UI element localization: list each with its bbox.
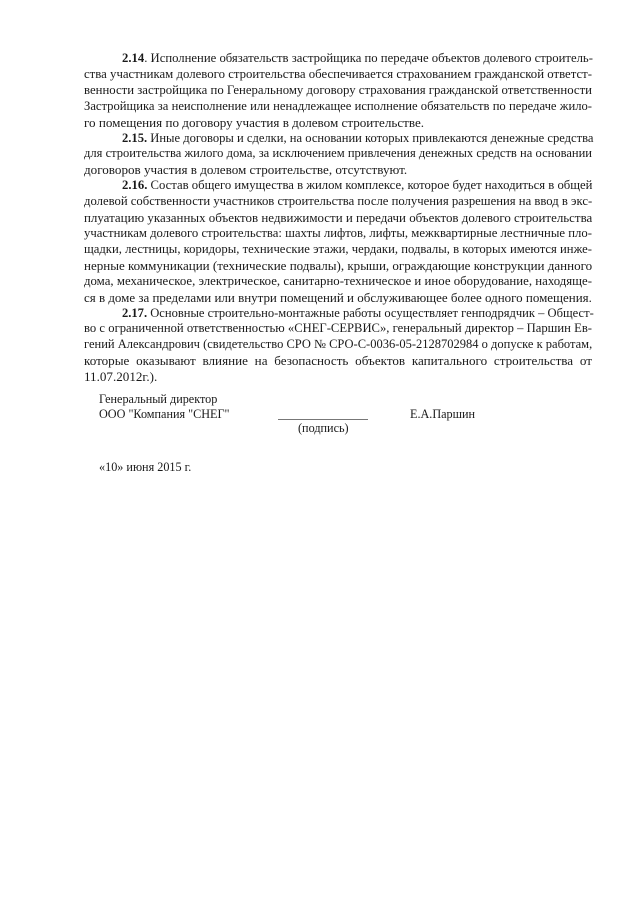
text-line: которые оказывают влияние на безопасность объектов капитального строительства от bbox=[84, 353, 592, 369]
text-line: долевой собственности участников строительства после получения разрешения на ввод в экс- bbox=[84, 194, 593, 209]
signatory-company: ООО "Компания "СНЕГ" bbox=[99, 407, 230, 421]
text-line: договоров участия в долевом строительстве, отсутствуют. bbox=[84, 162, 408, 178]
text-line: 2.16. Состав общего имущества в жилом комплексе, которое будет находиться в общей bbox=[122, 178, 593, 193]
text-line: 2.15. Иные договоры и сделки, на основании которых привлекаются денежные средства bbox=[122, 130, 594, 145]
text-line: венности застройщика по Генеральному договору страхования гражданской ответственности bbox=[84, 82, 592, 97]
text-line: Застройщика за неисполнение или ненадлежащее исполнение обязательств по передаче жило- bbox=[84, 98, 592, 113]
signatory-name: Е.А.Паршин bbox=[410, 407, 476, 421]
paragraph-2-15 bbox=[84, 131, 592, 179]
clause-number: 2.14 bbox=[122, 51, 145, 65]
text-line: ства участникам долевого строительства обеспечивается страхованием гражданской ответст- bbox=[84, 66, 592, 81]
clause-number: 2.15. bbox=[122, 130, 148, 145]
paragraph-2-16 bbox=[84, 178, 592, 305]
text-line: участникам долевого строительства: шахты лифтов, лифты, межквартирные лестничные пло- bbox=[84, 225, 592, 240]
clause-number: 2.16. bbox=[122, 178, 148, 193]
signature-line bbox=[278, 419, 368, 420]
clause-number: 2.17. bbox=[122, 305, 148, 320]
document-date: «10» июня 2015 г. bbox=[99, 460, 192, 474]
signature-caption: (подпись) bbox=[298, 421, 349, 435]
paragraph-2-17 bbox=[84, 306, 592, 386]
text-line: 11.07.2012г.). bbox=[84, 369, 158, 385]
text-line: во с ограниченной ответственностью «СНЕГ-СЕРВИС», генеральный директор – Паршин Ев- bbox=[84, 321, 592, 336]
text-line: 2.14. Исполнение обязательств застройщика по передаче объектов долевого строитель- bbox=[122, 51, 593, 65]
text-line: го помещения по договору участия в долевом строительстве. bbox=[84, 114, 425, 130]
text-line: гений Александрович (свидетельство СРО № СРО-С-0036-05-2128702984 о допуске к работам, bbox=[84, 337, 593, 352]
document-body bbox=[84, 51, 592, 385]
signatory-position: Генеральный директор bbox=[99, 392, 218, 406]
text-line: 2.17. Основные строительно-монтажные работы осуществляет генподрядчик – Общест- bbox=[122, 305, 594, 320]
text-line: нерные коммуникации (технические подвалы), крыши, ограждающие конструкции данного bbox=[84, 257, 593, 273]
text-line: ся в доме за пределами или внутри помещений и обслуживающее более одного помещения. bbox=[84, 289, 592, 305]
paragraph-2-14 bbox=[84, 51, 592, 131]
text-line: щадки, лестницы, коридоры, технические этажи, чердаки, подвалы, в которых имеются инже- bbox=[84, 241, 592, 256]
text-line: плуатацию указанных объектов недвижимости и передачи объектов долевого строительства bbox=[84, 210, 593, 226]
text-line: для строительства жилого дома, за исключением привлечения денежных средств на основании bbox=[84, 146, 592, 161]
text-line: дома, механическое, электрическое, санитарно-техническое и иное оборудование, находяще- bbox=[84, 273, 592, 288]
